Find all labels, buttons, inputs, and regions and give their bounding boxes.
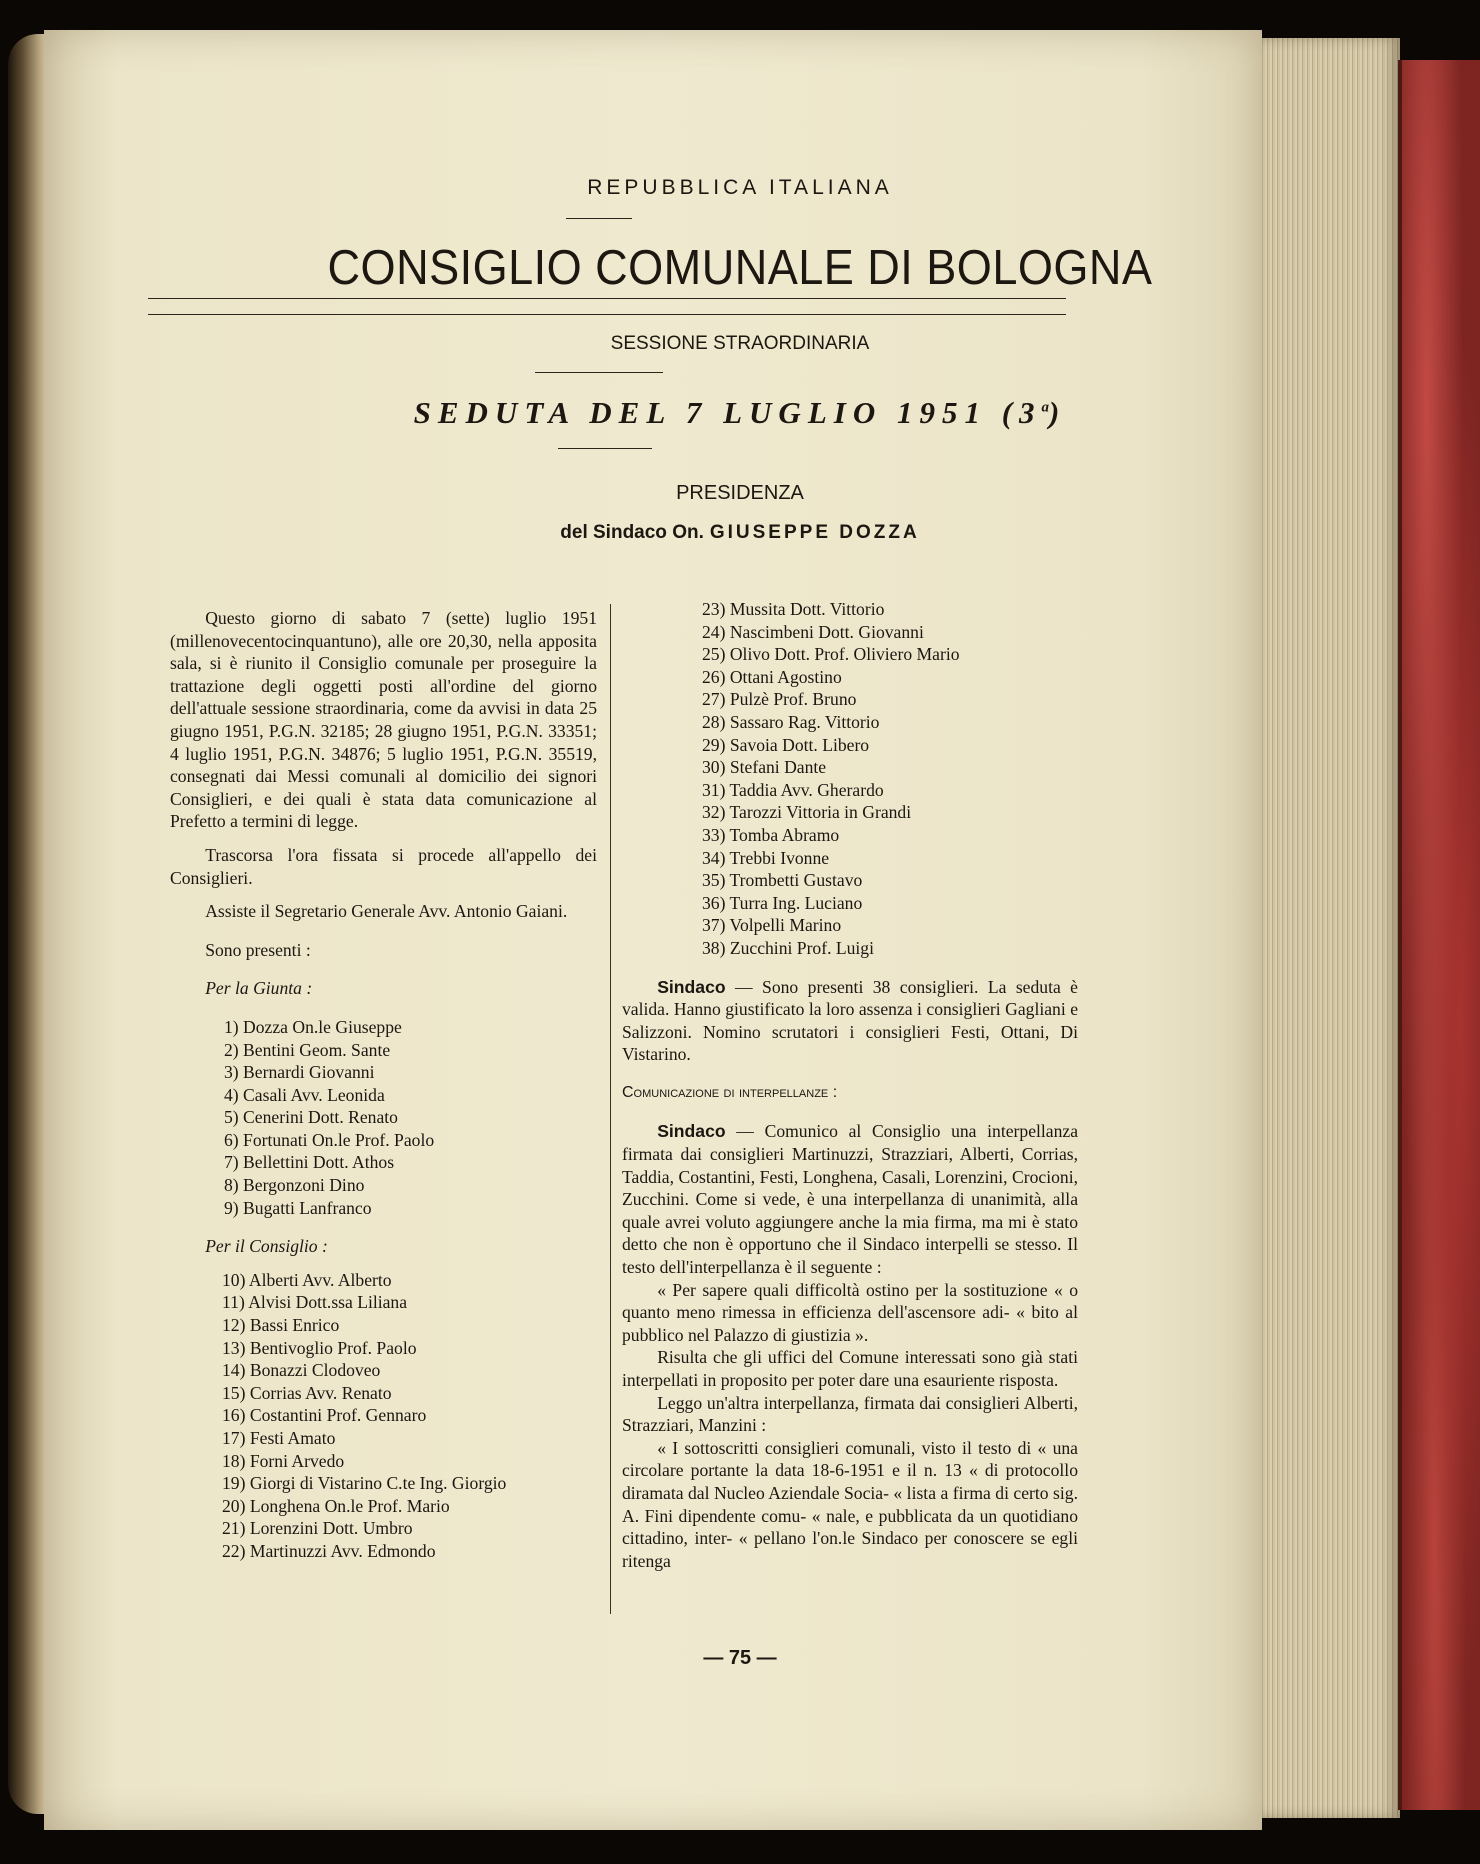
list-item: 9) Bugatti Lanfranco [224,1197,372,1218]
risulta-paragraph: Risulta che gli uffici del Comune interessati sono già stati interpellati in proposito per poter dare una esauriente risposta. [622,1347,1078,1390]
interpellanza-quote-2: « I sottoscritti consiglieri comunali, visto il testo di « una circolare portante la data 18-6-1951 e il n. 13 « di protocollo diramata dal Nucleo Aziendale Socia- « lista a firma di certo sig. A. Fini dipendente comu- « nale, e pubblicata da un quotidiano cittadino, inter- « pellano l'on.le Sindaco per conoscere se egli ritenga [622,1437,1078,1571]
header-rule-long-top [148,298,1066,299]
list-item: 31) Taddia Avv. Gherardo [702,779,884,800]
list-item: 37) Volpelli Marino [702,915,842,936]
list-item: 2) Bentini Geom. Sante [224,1039,391,1060]
consiglio-label: Per il Consiglio : [205,1236,328,1257]
list-item: 34) Trebbi Ivonne [702,847,830,868]
right-column [622,598,1078,1572]
members-list-continued [622,598,1078,960]
list-item: 33) Tomba Abramo [702,824,840,845]
left-column [170,607,597,1563]
leggo-paragraph: Leggo un'altra interpellanza, firmata dai consiglieri Alberti, Strazziari, Manzini : [622,1392,1078,1436]
speaker-label: Sindaco [657,976,726,997]
list-item: 3) Bernardi Giovanni [224,1062,375,1083]
list-item: 29) Savoia Dott. Libero [702,734,870,755]
list-item: 6) Fortunati On.le Prof. Paolo [224,1129,435,1150]
header-rule-session [535,372,663,373]
list-item: 21) Lorenzini Dott. Umbro [222,1518,413,1539]
list-item: 35) Trombetti Gustavo [702,870,863,891]
list-item: 25) Olivo Dott. Prof. Oliviero Mario [702,644,960,665]
header-presidenza: PRESIDENZA [676,482,804,504]
sindaco-statement-1 [622,976,1078,1066]
list-item: 11) Alvisi Dott.ssa Liliana [222,1292,408,1313]
presidente-name: GIUSEPPE DOZZA [709,522,920,543]
consiglio-list [170,1269,597,1563]
giunta-label: Per la Giunta : [205,978,313,999]
sindaco-statement-2 [622,1120,1078,1278]
header-session: SESSIONE STRAORDINARIA [610,333,870,354]
list-item: 38) Zucchini Prof. Luigi [702,937,874,958]
page-stack-edge [1250,38,1400,1818]
page-number: — 75 — [703,1647,777,1669]
list-item: 28) Sassaro Rag. Vittorio [702,711,880,732]
intro-paragraph: Questo giorno di sabato 7 (sette) luglio 1951 (millenovecentocinquantuno), alle ore 20,30, nella apposita sala, si è riunito il Consiglio comunale per proseguire la trattazione degli oggetti posti all'ordine del giorno dell'attuale sessione straordinaria, come da avvisi in data 25 giugno 1951, P.G.N. 32185; 28 giugno 1951, P.G.N. 33351; 4 luglio 1951, P.G.N. 34876; 5 luglio 1951, P.G.N. 35519, consegnati dai Messi comunali al domicilio dei signori Consiglieri, e dei quali è stata data comunicazione al Prefetto a termini di legge. [170,608,597,832]
list-item: 15) Corrias Avv. Renato [222,1382,392,1403]
speaker-label: Sindaco [657,1121,726,1142]
presenti-label: Sono presenti : [205,939,311,960]
list-item: 13) Bentivoglio Prof. Paolo [222,1337,417,1358]
seduta-text: SEDUTA DEL 7 LUGLIO 1951 (3 [413,395,1042,430]
header-rule-seduta [558,448,652,449]
list-item: 18) Forni Arvedo [222,1450,345,1471]
list-item: 1) Dozza On.le Giuseppe [224,1016,402,1037]
header-council-title: CONSIGLIO COMUNALE DI BOLOGNA [327,241,1153,295]
statement-text: — Sono presenti 38 consiglieri. La seduta è valida. Hanno giustificato la loro assenza i consiglieri Gagliani e Salizzoni. Nomino scrutatori i consiglieri Festi, Ottani, Di Vistarino. [622,976,1078,1065]
list-item: 14) Bonazzi Clodoveo [222,1360,381,1381]
list-item: 27) Pulzè Prof. Bruno [702,689,857,710]
list-item: 12) Bassi Enrico [222,1315,340,1336]
assiste-paragraph: Assiste il Segretario Generale Avv. Antonio Gaiani. [205,901,568,922]
giunta-list [170,1016,597,1219]
list-item: 23) Mussita Dott. Vittorio [702,599,885,619]
list-item: 16) Costantini Prof. Gennaro [222,1405,427,1426]
list-item: 8) Bergonzoni Dino [224,1175,365,1196]
left-page-edge [8,34,48,1814]
header-presidente [0,522,1480,544]
presidente-prefix: del Sindaco On. [560,522,704,543]
list-item: 10) Alberti Avv. Alberto [222,1269,392,1290]
list-item: 22) Martinuzzi Avv. Edmondo [222,1540,436,1561]
column-divider [610,604,611,1614]
list-item: 17) Festi Amato [222,1428,336,1448]
seduta-superscript: a [1041,399,1050,416]
list-item: 24) Nascimbeni Dott. Giovanni [702,621,924,642]
list-item: 19) Giorgi di Vistarino C.te Ing. Giorgio [222,1473,507,1494]
interpellanza-quote-1: « Per sapere quali difficoltà ostino per la sostituzione « o quanto meno rimessa in efficienza dell'ascensore adi- « bito al pubblico nel Palazzo di giustizia ». [622,1279,1078,1345]
marbled-book-cover [1398,60,1480,1810]
seduta-close: ) [1049,395,1067,430]
list-item: 26) Ottani Agostino [702,666,842,687]
list-item: 30) Stefani Dante [702,757,827,778]
list-item: 32) Tarozzi Vittoria in Grandi [702,802,912,823]
list-item: 4) Casali Avv. Leonida [224,1084,385,1105]
header-rule-short [566,218,632,219]
header-seduta [0,395,1480,431]
comunicazione-heading: Comunicazione di interpellanze : [622,1083,838,1101]
statement-text: — Comunico al Consiglio una interpellanza firmata dai consiglieri Martinuzzi, Strazziari, Alberti, Corrias, Taddia, Costantini, Festi, Longhena, Casali, Lorenzini, Crocioni, Zucchini. Come si vede, è una interpellanza di unanimità, alla quale avrei voluto aggiungere anche la mia firma, ma mi è stato detto che non è opportuno che il Sindaco interpelli se stesso. Il testo dell'interpellanza è il seguente : [622,1121,1078,1278]
header-republic: REPUBBLICA ITALIANA [587,176,893,199]
list-item: 7) Bellettini Dott. Athos [224,1152,395,1173]
appello-paragraph: Trascorsa l'ora fissata si procede all'appello dei Consiglieri. [170,844,597,888]
list-item: 20) Longhena On.le Prof. Mario [222,1495,450,1516]
list-item: 5) Cenerini Dott. Renato [224,1107,398,1128]
header-rule-long-bottom [148,314,1066,315]
list-item: 36) Turra Ing. Luciano [702,892,863,913]
